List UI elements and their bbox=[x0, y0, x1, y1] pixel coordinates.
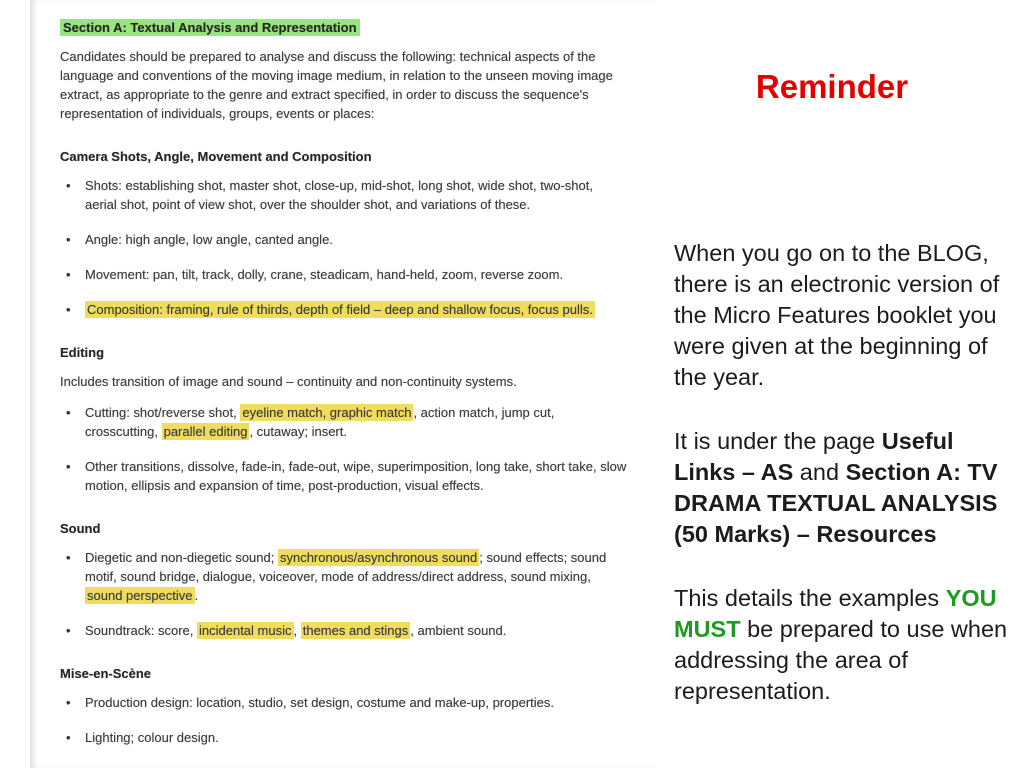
highlighted-text: parallel editing bbox=[163, 424, 248, 439]
scanned-document-page bbox=[30, 0, 652, 768]
text-run: ; sound effects; sound motif, sound bridge, dialogue, voiceover, mode of address/direct address, sound mixing, bbox=[85, 550, 607, 584]
text-run: Shots: establishing shot, master shot, close-up, mid-shot, long shot, wide shot, two-shot, aerial shot, point of view shot, over the shoulder shot, and variations of these. bbox=[85, 178, 593, 212]
reminder-paragraph bbox=[674, 426, 1016, 550]
doc-heading bbox=[60, 664, 628, 683]
text-run: Cutting: shot/reverse shot, bbox=[85, 405, 241, 420]
text-run: , ambient sound. bbox=[410, 623, 507, 638]
text-run: When you go on to the BLOG, there is an electronic version of the Micro Features booklet you were given at the beginning of the year. bbox=[674, 240, 1000, 390]
doc-para bbox=[60, 372, 628, 391]
text-run: Diegetic and non-diegetic sound; bbox=[85, 550, 278, 565]
text-run: be prepared to use when addressing the area of representation. bbox=[674, 616, 1008, 704]
text-run: Lighting; colour design. bbox=[85, 730, 219, 745]
doc-bullet bbox=[60, 265, 628, 284]
reminder-paragraph bbox=[674, 238, 1016, 393]
text-run: It is under the page bbox=[674, 428, 882, 454]
doc-bullet bbox=[60, 176, 628, 214]
text-run: Soundtrack: score, bbox=[85, 623, 197, 638]
text-run: and bbox=[793, 459, 846, 485]
reminder-body bbox=[674, 238, 1016, 740]
text-run: This details the examples bbox=[674, 585, 946, 611]
text-run: Candidates should be prepared to analyse and discuss the following: technical aspects of the language and conventions of the moving image medium, in relation to the unseen moving image extract, as appropriate to the genre and extract specified, in order to discuss the sequence's representation of individuals, groups, events or places: bbox=[60, 49, 613, 121]
doc-bullet bbox=[60, 693, 628, 712]
text-run: Includes transition of image and sound – continuity and non-continuity systems. bbox=[60, 374, 517, 389]
highlighted-text: Section A: Textual Analysis and Representation bbox=[60, 19, 360, 36]
text-run: , cutaway; insert. bbox=[249, 424, 347, 439]
text-run: , action match, jump cut, crosscutting, bbox=[85, 405, 555, 439]
text-run: YOU MUST bbox=[674, 585, 997, 642]
reminder-paragraph bbox=[674, 583, 1016, 707]
doc-bullet bbox=[60, 403, 628, 441]
text-run: Editing bbox=[60, 345, 105, 360]
text-run: Camera Shots, Angle, Movement and Composition bbox=[60, 149, 372, 164]
highlighted-text: themes and stings bbox=[302, 623, 409, 638]
highlighted-text: synchronous/asynchronous sound bbox=[279, 550, 478, 565]
doc-para bbox=[60, 47, 628, 123]
doc-bullet bbox=[60, 728, 628, 747]
text-run: Section A: TV DRAMA TEXTUAL ANALYSIS (50 Marks) – Resources bbox=[674, 459, 998, 547]
reminder-title: Reminder bbox=[755, 68, 909, 105]
text-run: Sound bbox=[60, 521, 101, 536]
highlighted-text: incidental music bbox=[199, 623, 292, 638]
doc-bullet bbox=[60, 230, 628, 249]
doc-heading bbox=[60, 519, 628, 538]
highlighted-text: eyeline match, graphic match bbox=[242, 405, 412, 420]
text-run: , bbox=[293, 623, 301, 638]
highlighted-text: Composition: framing, rule of thirds, depth of field – deep and shallow focus, focus pulls. bbox=[87, 302, 593, 317]
doc-bullet bbox=[60, 457, 628, 495]
text-run: Movement: pan, tilt, track, dolly, crane, steadicam, hand-held, zoom, reverse zoom. bbox=[85, 267, 564, 282]
doc-heading bbox=[60, 147, 628, 166]
doc-heading bbox=[60, 18, 628, 37]
text-run: Production design: location, studio, set design, costume and make-up, properties. bbox=[85, 695, 554, 710]
doc-bullet bbox=[60, 300, 628, 319]
doc-bullet bbox=[60, 621, 628, 640]
text-run: Angle: high angle, low angle, canted angle. bbox=[85, 232, 333, 247]
text-run: Mise-en-Scène bbox=[60, 666, 152, 681]
text-run: Useful Links – AS bbox=[674, 428, 954, 485]
doc-heading bbox=[60, 343, 628, 362]
text-run: . bbox=[194, 588, 199, 603]
text-run: Other transitions, dissolve, fade-in, fade-out, wipe, superimposition, long take, short take, slow motion, ellipsis and expansion of time, post-production, visual effects. bbox=[85, 459, 627, 493]
doc-bullet bbox=[60, 548, 628, 605]
highlighted-text: sound perspective bbox=[87, 588, 193, 603]
